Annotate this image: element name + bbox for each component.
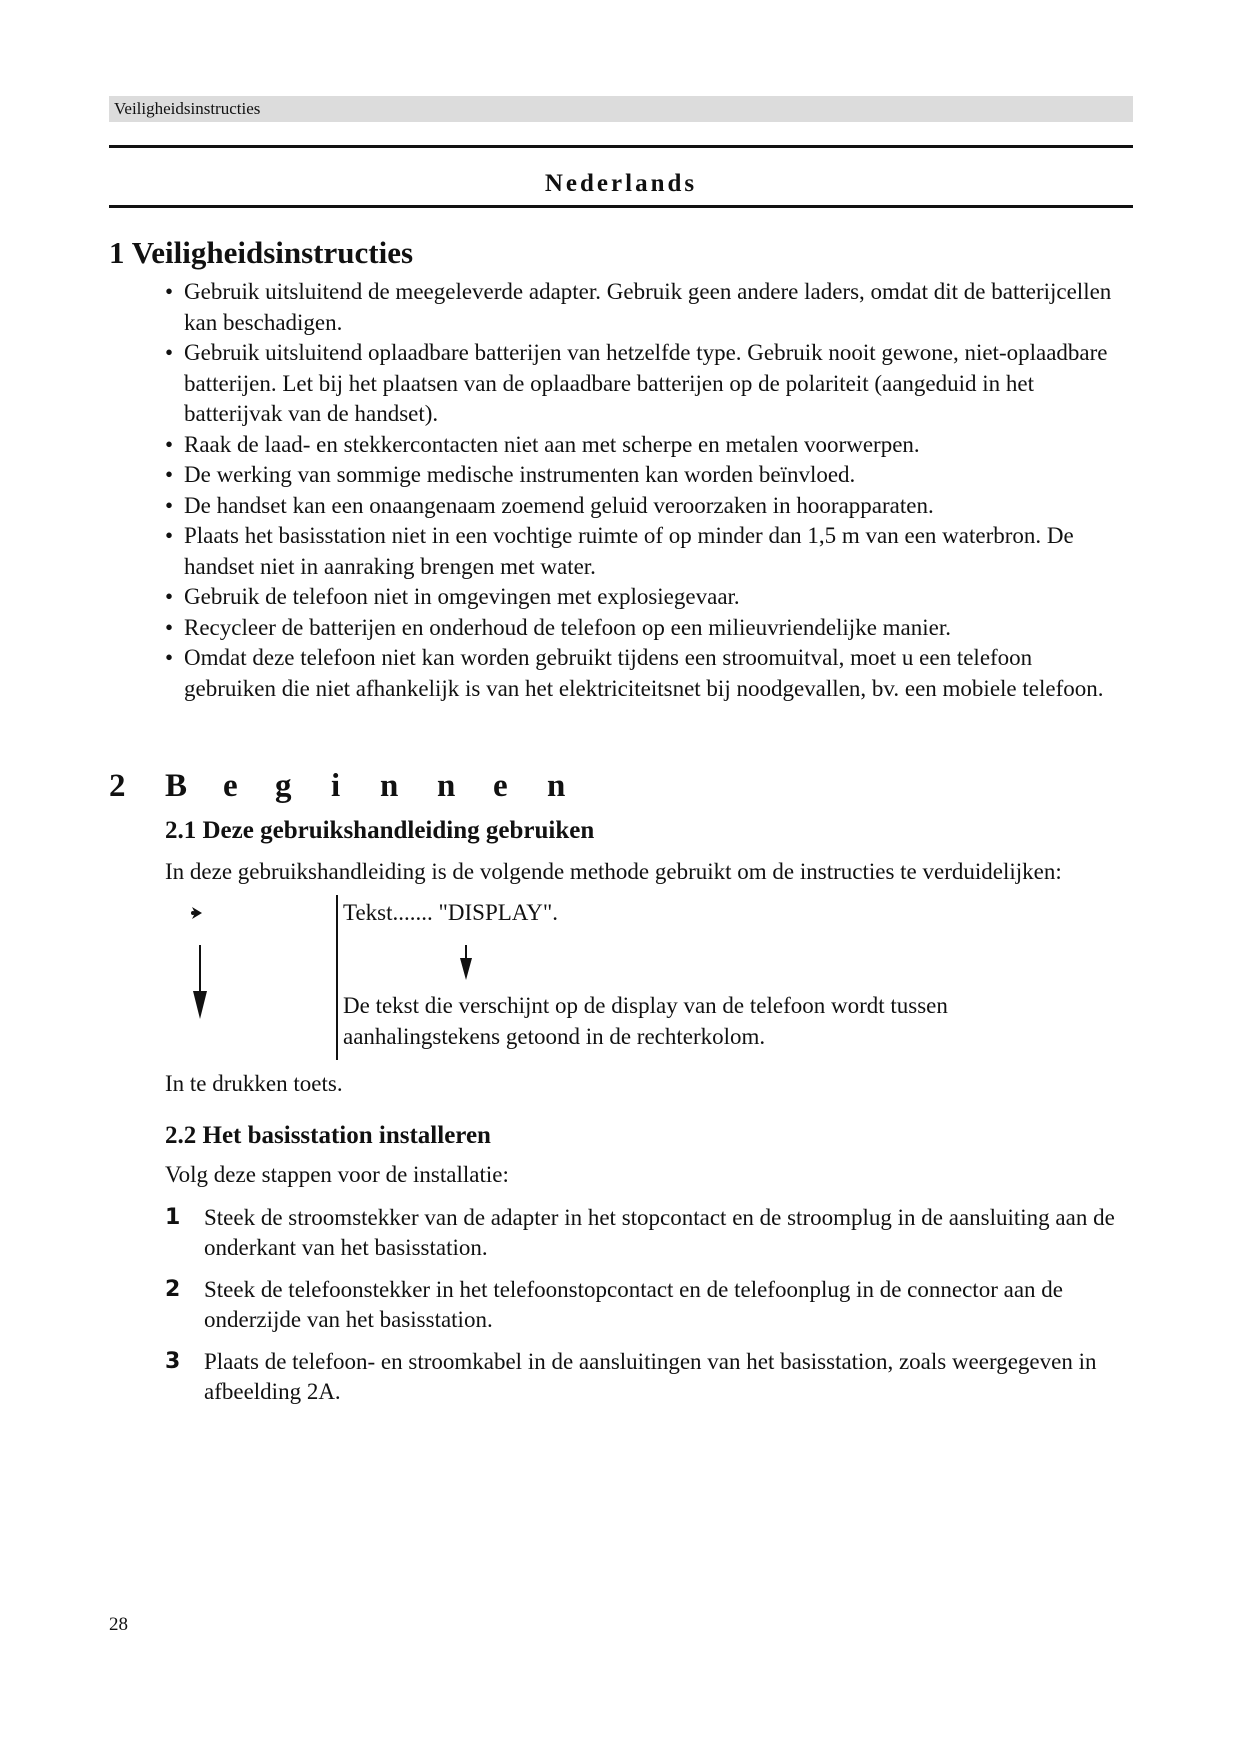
safety-instructions-list: [165, 277, 1125, 704]
section-1-title: Veiligheidsinstructies: [131, 235, 414, 270]
installation-step: [165, 1275, 1135, 1335]
step-number: 1: [165, 1205, 181, 1230]
step-text: Steek de stroomstekker van de adapter in het stopcontact en de stroomplug in de aansluiting aan de onderkant van het basisstation.: [204, 1205, 1115, 1260]
subsection-2-2-title: 2.2 Het basisstation installeren: [165, 1122, 491, 1149]
section-2-letter: n: [437, 768, 456, 804]
key-caption: In te drukken toets.: [165, 1071, 343, 1096]
language-title: Nederlands: [544, 170, 698, 197]
bottom-rule: [109, 205, 1133, 208]
safety-item: • Gebruik uitsluitend de meegeleverde adapter. Gebruik geen andere laders, omdat dit de batterijcellen kan beschadigen.: [165, 277, 1125, 338]
step-text: Steek de telefoonstekker in het telefoonstopcontact en de telefoonplug in de connector aan de onderzijde van het basisstation.: [204, 1277, 1063, 1332]
key-press-arrow-icon: [190, 945, 210, 1021]
safety-item: • Plaats het basisstation niet in een vochtige ruimte of op minder dan 1,5 m van een waterbron. De handset niet in aanraking brengen met water.: [165, 521, 1125, 582]
section-2-letter: n: [380, 768, 399, 804]
section-2-number: 2: [109, 768, 126, 804]
step-number: 3: [165, 1349, 181, 1374]
section-2-letter: e: [493, 768, 508, 804]
subsection-2-2-intro: Volg deze stappen voor de installatie:: [165, 1162, 509, 1187]
legend-display-example: Tekst....... "DISPLAY".: [343, 900, 559, 925]
subsection-2-1-intro: In deze gebruikshandleiding is de volgende methode gebruikt om de instructies te verduidelijken:: [165, 859, 1062, 884]
safety-item: • Omdat deze telefoon niet kan worden gebruikt tijdens een stroomuitval, moet u een telefoon gebruiken die niet afhankelijk is van het elektriciteitsnet bij noodgevallen, bv. een mobiele telefoon.: [165, 643, 1125, 704]
section-2-letter: i: [331, 768, 341, 804]
section-2-letter: e: [223, 768, 238, 804]
section-2-letter: B: [165, 768, 188, 804]
safety-item: • Raak de laad- en stekkercontacten niet aan met scherpe en metalen voorwerpen.: [165, 430, 1125, 461]
safety-item: • Gebruik de telefoon niet in omgevingen met explosiegevaar.: [165, 582, 1125, 613]
legend-column-divider: [336, 895, 338, 1060]
step-number: 2: [165, 1277, 181, 1302]
subsection-2-1-title: 2.1 Deze gebruikshandleiding gebruiken: [165, 817, 595, 844]
step-text: Plaats de telefoon- en stroomkabel in de aansluitingen van het basisstation, zoals weergegeven in afbeelding 2A.: [204, 1349, 1097, 1404]
display-arrow-icon: [458, 945, 474, 981]
section-1-number: 1: [109, 235, 125, 270]
safety-item: • De handset kan een onaangenaam zoemend geluid veroorzaken in hoorapparaten.: [165, 491, 1125, 522]
safety-item: • Gebruik uitsluitend oplaadbare batterijen van hetzelfde type. Gebruik nooit gewone, niet-oplaadbare batterijen. Let bij het plaatsen van de oplaadbare batterijen op de polariteit (aangeduid in het batterijvak van de handset).: [165, 338, 1125, 430]
section-2-letter: g: [275, 768, 292, 804]
installation-step: [165, 1347, 1135, 1407]
section-2-letter: n: [547, 768, 566, 804]
safety-item: • Recycleer de batterijen en onderhoud de telefoon op een milieuvriendelijke manier.: [165, 613, 1125, 644]
section-1-heading: [109, 235, 413, 271]
top-rule: [109, 145, 1133, 148]
running-header: Veiligheidsinstructies: [109, 96, 1133, 122]
safety-item: • De werking van sommige medische instrumenten kan worden beïnvloed.: [165, 460, 1125, 491]
installation-step: [165, 1203, 1135, 1263]
installation-steps: [165, 1203, 1135, 1407]
page-number: 28: [109, 1614, 128, 1635]
arrow-step-icon: [190, 905, 204, 921]
legend-display-description: De tekst die verschijnt op de display van de telefoon wordt tussen aanhalingstekens getoond in de rechterkolom.: [343, 993, 948, 1049]
